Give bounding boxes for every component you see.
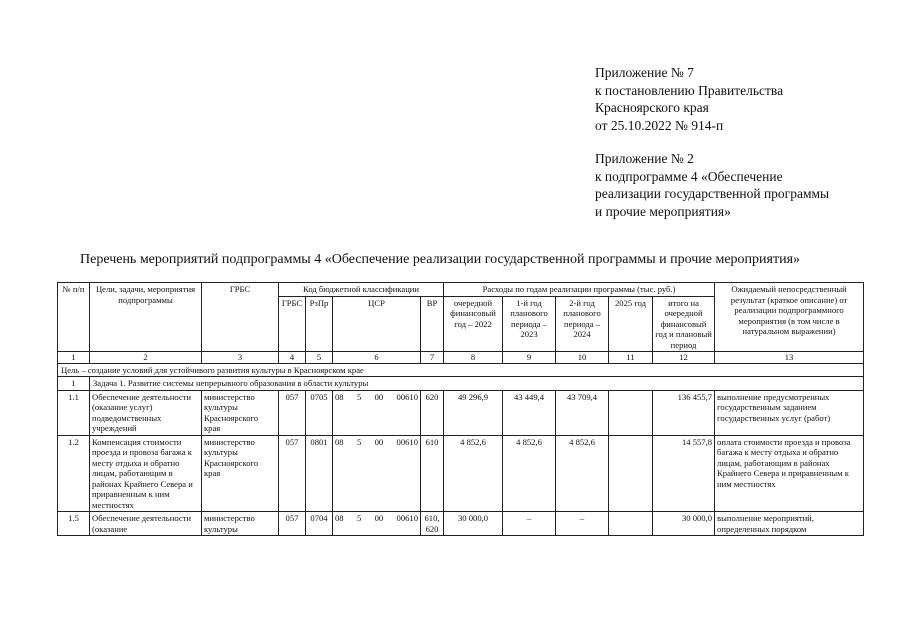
row-name: Обеспечение деятельности (оказание	[90, 512, 202, 536]
column-number: 8	[444, 352, 503, 364]
header-kbk-grbs: ГРБС	[279, 296, 306, 352]
row-total: 14 557,8	[653, 435, 715, 512]
column-number: 3	[202, 352, 279, 364]
column-number: 7	[421, 352, 444, 364]
csr-part: 00610	[396, 436, 418, 447]
csr-part: 5	[356, 513, 362, 523]
annex-sub-line: Приложение № 2	[595, 151, 694, 166]
row-2025	[609, 512, 653, 536]
row-name: Обеспечение деятельности (оказание услуг) подведомственных учреждений	[90, 390, 202, 435]
row-2022: 49 296,9	[444, 390, 503, 435]
header-2024: 2-й год планового периода – 2024	[556, 296, 609, 352]
measures-table	[57, 282, 864, 536]
row-grbs-code: 057	[279, 512, 306, 536]
table-row	[58, 435, 864, 512]
header-2022: очередной финансовый год – 2022	[444, 296, 503, 352]
row-result: выполнение предусмотренных государственным заданием государственных услуг (работ)	[715, 390, 864, 435]
column-number: 9	[503, 352, 556, 364]
row-name: Компенсация стоимости проезда и провоза багажа к месту отдыха и обратно лицам, работающим в районах Крайнего Севера и приравненным к ним местностях	[90, 435, 202, 512]
row-2023: 43 449,4	[503, 390, 556, 435]
header-row-top	[58, 283, 864, 297]
header-2023: 1-й год планового периода – 2023	[503, 296, 556, 352]
row-rzpr: 0704	[306, 512, 333, 536]
row-rzpr: 0801	[306, 435, 333, 512]
annex-main-block	[595, 64, 783, 134]
csr-part: 00610	[396, 391, 418, 402]
row-num: 1.2	[58, 435, 90, 512]
annex-sub-line: к подпрограмме 4 «Обеспечение	[595, 168, 783, 184]
csr-part: 00	[374, 436, 384, 447]
header-grbs: ГРБС	[202, 283, 279, 352]
column-number: 10	[556, 352, 609, 364]
column-number: 1	[58, 352, 90, 364]
csr-part: 08	[335, 513, 344, 523]
column-number: 11	[609, 352, 653, 364]
header-rzpr: РзПр	[306, 296, 333, 352]
row-rzpr: 0705	[306, 390, 333, 435]
header-expenses: Расходы по годам реализации программы (тыс. руб.)	[444, 283, 715, 297]
table-row	[58, 390, 864, 435]
csr-part: 5	[356, 391, 362, 402]
row-2024: 43 709,4	[556, 390, 609, 435]
row-grbs-code: 057	[279, 390, 306, 435]
task-text: Задача 1. Развитие системы непрерывного образования в области культуры	[90, 377, 864, 391]
goal-text: Цель – создание условий для устойчивого развития культуры в Красноярском крае	[58, 363, 864, 377]
column-number-row	[58, 352, 864, 364]
row-num: 1.5	[58, 512, 90, 536]
csr-part: 5	[356, 436, 362, 447]
document-title: Перечень мероприятий подпрограммы 4 «Обеспечение реализации государственной программы и прочие мероприятия»	[80, 252, 801, 267]
row-2025	[609, 435, 653, 512]
annex-sub-block	[595, 150, 829, 220]
header-result: Ожидаемый непосредственный результат (краткое описание) от реализации подпрограммного мероприятия (в том числе в натуральном выражении)	[715, 283, 864, 352]
column-number: 5	[306, 352, 333, 364]
header-num: № п/п	[58, 283, 90, 352]
row-vr: 610	[421, 435, 444, 512]
column-number: 4	[279, 352, 306, 364]
row-total: 30 000,0	[653, 512, 715, 536]
row-result: выполнение мероприятий, определенных порядком	[715, 512, 864, 536]
header-csr: ЦСР	[333, 296, 421, 352]
column-number: 13	[715, 352, 864, 364]
row-2022: 30 000,0	[444, 512, 503, 536]
column-number: 2	[90, 352, 202, 364]
table-row	[58, 512, 864, 536]
row-result: оплата стоимости проезда и провоза багажа к месту отдыха и обратно лицам, работающим в районах Крайнего Севера и приравненным к ним местностях	[715, 435, 864, 512]
annex-main-line: к постановлению Правительства	[595, 82, 784, 98]
annex-main-line: Приложение № 7	[595, 65, 694, 80]
header-vr: ВР	[421, 296, 444, 352]
row-grbs-name: министерство культуры Красноярского края	[202, 390, 279, 435]
header-2025: 2025 год	[609, 296, 653, 352]
annex-sub-line: реализации государственной программы	[595, 186, 830, 201]
row-grbs-code: 057	[279, 435, 306, 512]
row-2024: 4 852,6	[556, 435, 609, 512]
row-num: 1.1	[58, 390, 90, 435]
csr-part: 00	[374, 513, 384, 523]
column-number: 6	[333, 352, 421, 364]
row-csr	[333, 512, 421, 536]
row-2023: –	[503, 512, 556, 536]
row-vr: 610, 620	[421, 512, 444, 536]
task-num: 1	[58, 377, 90, 391]
row-csr	[333, 435, 421, 512]
header-total: итого на очередной финансовый год и плановый период	[653, 296, 715, 352]
row-2023: 4 852,6	[503, 435, 556, 512]
header-kbk: Код бюджетной классификации	[279, 283, 444, 297]
column-number: 12	[653, 352, 715, 364]
row-csr	[333, 390, 421, 435]
row-vr: 620	[421, 390, 444, 435]
csr-part: 08	[335, 391, 344, 402]
header-goals: Цели, задачи, мероприятия подпрограммы	[90, 283, 202, 352]
row-2022: 4 852,6	[444, 435, 503, 512]
task-row	[58, 377, 864, 391]
csr-part: 08	[335, 436, 344, 447]
annex-main-line: от 25.10.2022 № 914-п	[595, 117, 724, 133]
csr-part: 00	[374, 391, 384, 402]
goal-row	[58, 363, 864, 377]
row-grbs-name: министерство культуры Красноярского края	[202, 435, 279, 512]
annex-sub-line: и прочие мероприятия»	[595, 203, 731, 219]
csr-part: 00610	[396, 513, 418, 523]
annex-main-line: Красноярского края	[595, 100, 709, 115]
row-2024: –	[556, 512, 609, 536]
row-total: 136 455,7	[653, 390, 715, 435]
row-grbs-name: министерство культуры	[202, 512, 279, 536]
row-2025	[609, 390, 653, 435]
